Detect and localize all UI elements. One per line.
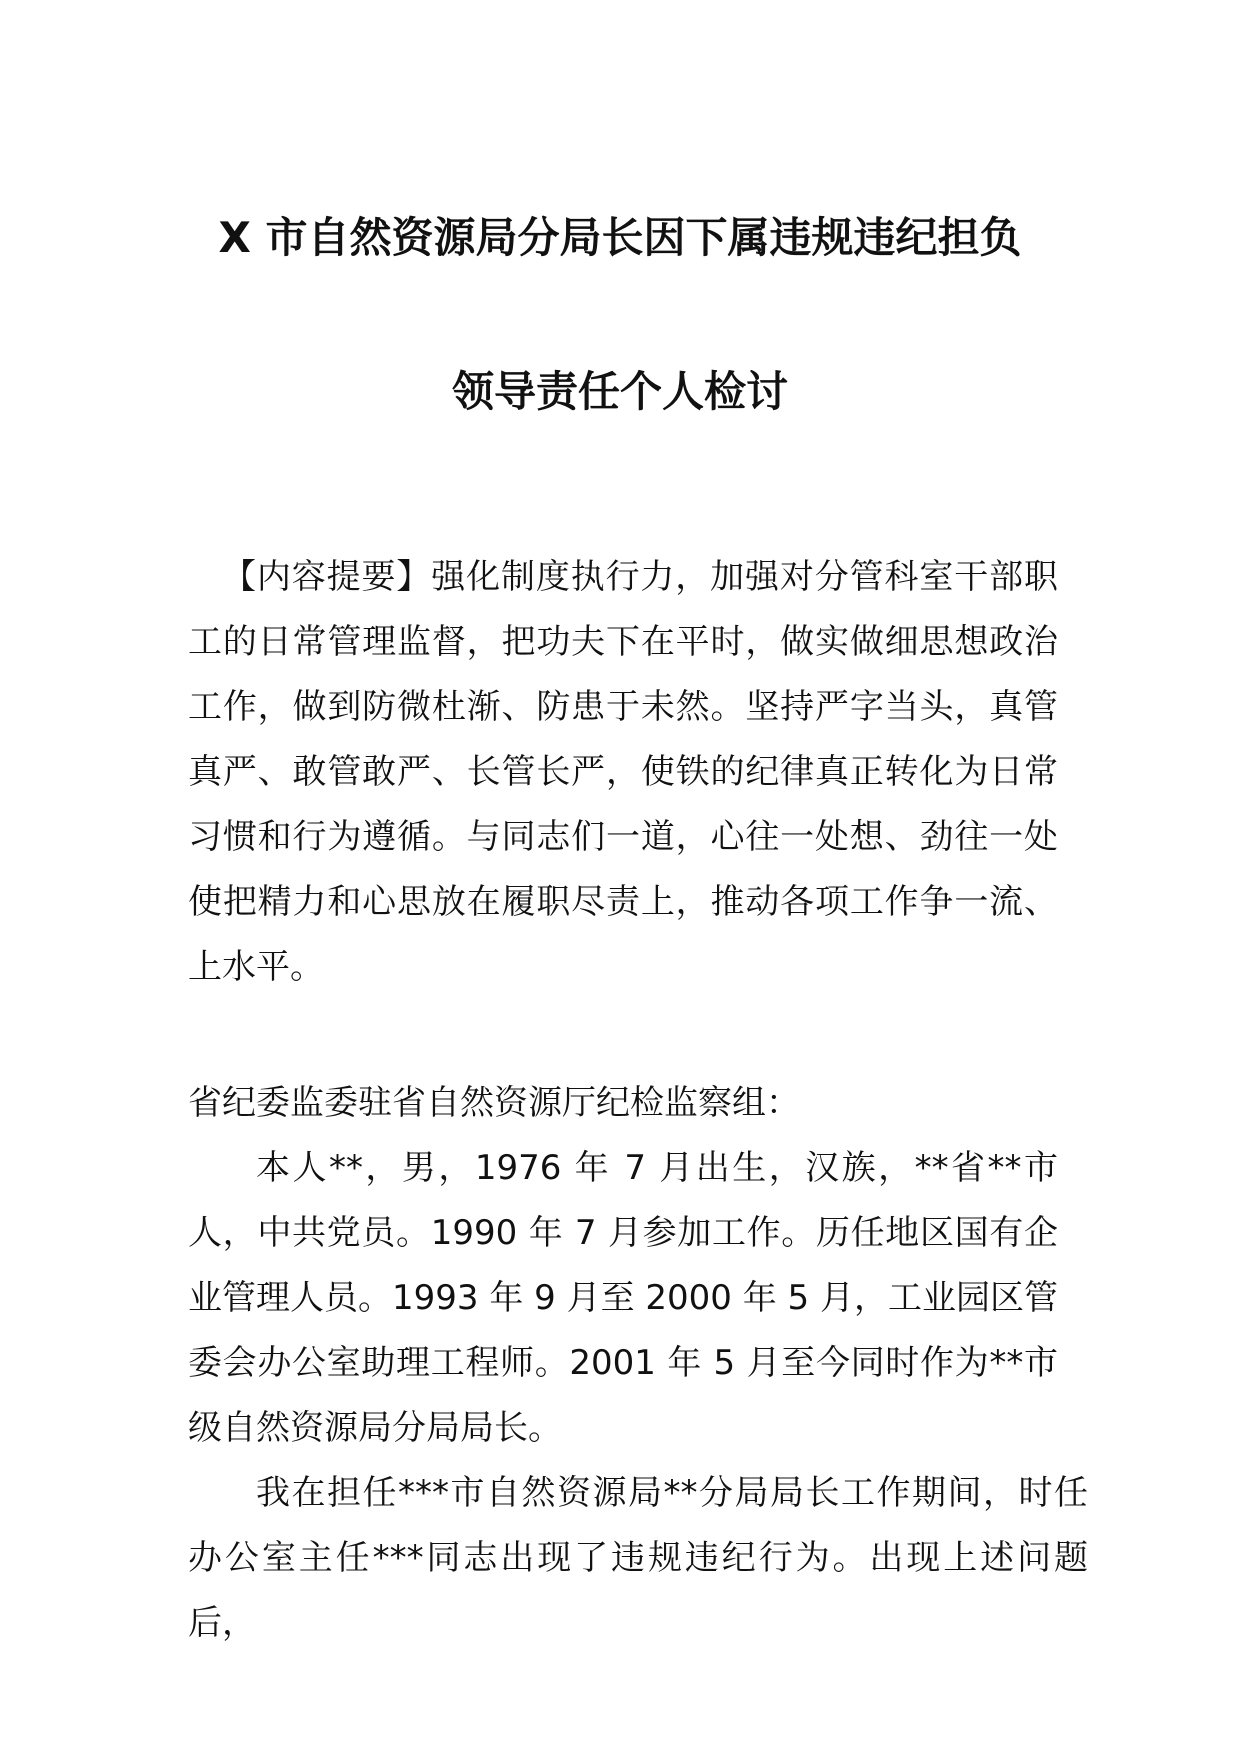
body-paragraph-2: 我在担任***市自然资源局**分局局长工作期间，时任办公室主任***同志出现了违规违纪行为。出现上述问题后， [188,1473,1088,1643]
abstract-paragraph: 【内容提要】强化制度执行力，加强对分管科室干部职工的日常管理监督，把功夫下在平时，做实做细思想政治工作，做到防微杜渐、防患于未然。坚持严字当头，真管真严、敢管敢严、长管长严，使铁的纪律真正转化为日常习惯和行为遵循。与同志们一道，心往一处想、劲往一处使把精力和心思放在履职尽责上，推动各项工作争一流、上水平。 [188,557,1058,987]
body-paragraph-1: 本人**，男，1976 年 7 月出生，汉族，**省**市人，中共党员。1990 年 7 月参加工作。历任地区国有企业管理人员。1993 年 9 月至 2000 年 5 月，工业园区管委会办公室助理工程师。2001 年 5 月至今同时作为**市级自然资源局分局局长。 [188,1148,1058,1448]
document-title-line-2: 领导责任个人检讨 [451,367,788,416]
salutation: 省纪委监委驻省自然资源厅纪检监察组： [188,1083,800,1123]
document-title-line-1: X 市自然资源局分局长因下属违规违纪担负 [218,213,1022,262]
